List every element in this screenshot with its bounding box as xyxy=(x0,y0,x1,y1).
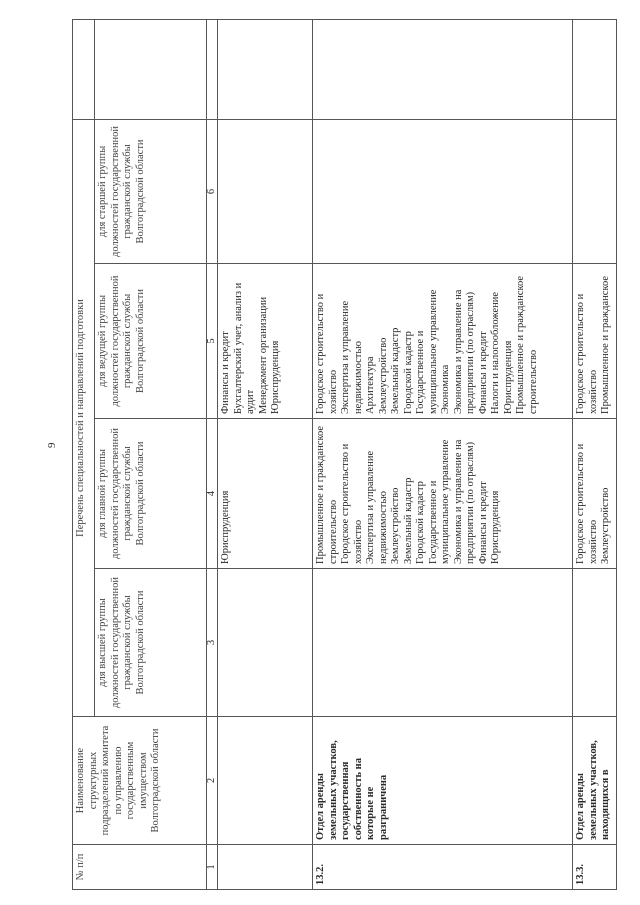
specialty-item: Финансы и кредит xyxy=(477,481,489,564)
specialty-item: Промышленное и гражданское xyxy=(600,275,611,414)
main-group-cell xyxy=(573,419,617,569)
spacer-cell xyxy=(218,19,313,119)
column-number-row xyxy=(207,19,218,889)
specialty-item: Городское строительство и хозяйство xyxy=(340,443,364,564)
column-number: 1 xyxy=(207,845,218,890)
specialties-table xyxy=(72,19,617,890)
row-id: 13.3. xyxy=(573,845,617,890)
senior-group-cell xyxy=(313,119,573,263)
specialty-item: Землеустройство xyxy=(377,337,389,414)
header-specialties-group: Перечень специальностей и направлений подготовки xyxy=(73,119,95,716)
column-number-spacer xyxy=(207,19,218,119)
specialty-item: Земельный кадастр xyxy=(390,327,401,414)
highest-group-cell xyxy=(218,569,313,717)
header-leading-group: для ведущей группы должностей государственной гражданской службы Волгоградской области xyxy=(95,264,207,419)
header-senior-group: для старшей группы должностей государственной гражданской службы Волгоградской области xyxy=(95,119,207,263)
header-number: № п/п xyxy=(73,845,207,890)
specialty-item: Промышленное и гражданское строительство xyxy=(515,275,539,414)
column-number: 5 xyxy=(207,264,218,419)
leading-group-cell xyxy=(573,264,617,419)
header-unit-name: Наименование структурных подразделений комитета по управлению государственным имуществом Волгоградской области xyxy=(73,717,207,845)
highest-group-cell xyxy=(313,569,573,717)
specialty-item: Экономика и управление на предприятии (по отраслям) xyxy=(452,439,476,564)
header-highest-group: для высшей группы должностей государственной гражданской службы Волгоградской области xyxy=(95,569,207,717)
leading-group-cell xyxy=(218,264,313,419)
specialty-item: Городской кадастр xyxy=(402,331,414,414)
specialty-item: Городское строительство и хозяйство xyxy=(575,293,599,414)
table-row xyxy=(313,19,573,889)
highest-group-cell xyxy=(573,569,617,717)
unit-name xyxy=(218,717,313,845)
specialty-item: Экономика и управление на предприятии (по отраслям) xyxy=(452,289,476,414)
spacer-cell xyxy=(573,19,617,119)
page-number: 9 xyxy=(46,442,58,448)
specialty-item: Землеустройство xyxy=(600,487,611,564)
specialty-item: Менеджмент организации xyxy=(257,296,269,414)
row-id: 13.2. xyxy=(313,845,573,890)
specialty-item: Налоги и налогообложение xyxy=(490,291,501,414)
unit-name: Отдел аренды земельных участков, государственная собственность на которые не разграничена xyxy=(313,717,573,845)
header-spacer xyxy=(73,19,95,119)
specialty-item: Архитектура xyxy=(365,356,376,414)
specialty-item: Государственное и муниципальное управление xyxy=(415,289,439,414)
specialty-item: Юриспруденция xyxy=(502,340,514,414)
table-row xyxy=(218,19,313,889)
row-id xyxy=(218,845,313,890)
header-spacer-2 xyxy=(95,19,207,119)
specialty-item: Городской кадастр xyxy=(415,481,426,564)
unit-name: Отдел аренды земельных участков, находящихся в xyxy=(573,717,617,845)
header-main-group: для главной группы должностей государственной гражданской службы Волгоградской области xyxy=(95,419,207,569)
specialty-item: Юриспруденция xyxy=(220,490,231,564)
senior-group-cell xyxy=(573,119,617,263)
specialty-item: Финансы и кредит xyxy=(220,331,231,414)
main-group-cell xyxy=(313,419,573,569)
senior-group-cell xyxy=(218,119,313,263)
specialty-item: Земельный кадастр xyxy=(402,477,414,564)
specialty-item: Экономика xyxy=(440,364,451,414)
specialty-item: Юриспруденция xyxy=(270,340,281,414)
table-row xyxy=(573,19,617,889)
column-number: 6 xyxy=(207,119,218,263)
column-number: 4 xyxy=(207,419,218,569)
column-number: 2 xyxy=(207,717,218,845)
specialty-item: Бухгалтерский учет, анализ и аудит xyxy=(232,282,256,414)
specialty-item: Промышленное и гражданское строительство xyxy=(315,425,339,564)
leading-group-cell xyxy=(313,264,573,419)
main-group-cell xyxy=(218,419,313,569)
specialty-item: Экспертиза и управление недвижимостью xyxy=(365,450,389,564)
specialty-item: Государственное и муниципальное управление xyxy=(427,439,451,564)
specialty-item: Землеустройство xyxy=(390,487,401,564)
specialty-item: Городское строительство и хозяйство xyxy=(315,293,339,414)
specialties-table-sheet xyxy=(72,20,620,890)
specialty-item: Городское строительство и хозяйство xyxy=(575,443,599,564)
specialty-item: Финансы и кредит xyxy=(477,331,489,414)
specialty-item: Экспертиза и управление недвижимостью xyxy=(340,300,364,414)
spacer-cell xyxy=(313,19,573,119)
column-number: 3 xyxy=(207,569,218,717)
specialty-item: Юриспруденция xyxy=(490,490,501,564)
